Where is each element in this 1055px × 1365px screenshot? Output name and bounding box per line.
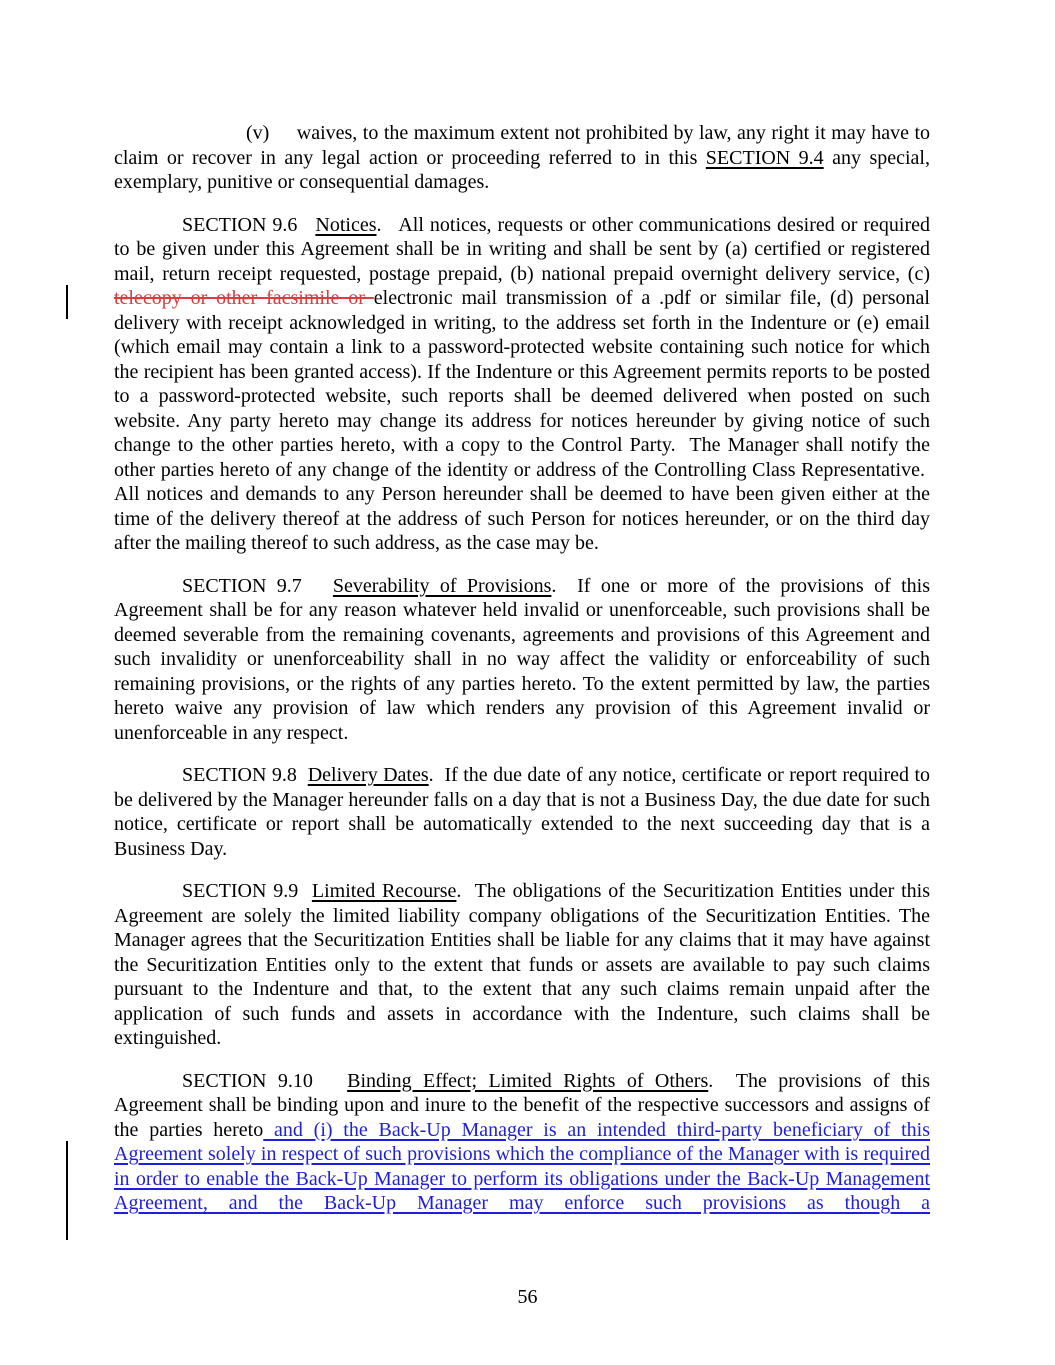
- underlined-text: SECTION 9.4: [705, 146, 824, 169]
- paragraph-section-9-7: [114, 574, 930, 746]
- inserted-text: and (i) the Back-Up Manager is an intended third-party beneficiary of this Agreement solely in respect of such provisions which the compliance of the Manager with is required in order to enable the Back-Up Manager to perform its obligations under the Back-Up Management Agreement, and the Back-Up Manager may enforce such provisions as though a: [114, 1118, 930, 1214]
- text-run: . The obligations of the Securitization Entities under this Agreement are solely the limited liability company obligations of the Securitization Entities. The Manager agrees that the Securitization Entities shall be liable for any claims that it may have against the Securitization Entities only to the extent that funds or assets are available to pay such claims pursuant to the Indenture and that, to the extent that any such claims remain unpaid after the application of such funds and assets in accordance with the Indenture, such claims shall be extinguished.: [114, 880, 931, 1049]
- underlined-text: Binding Effect; Limited Rights of Others: [347, 1069, 709, 1092]
- paragraph-clause-v: [114, 121, 930, 195]
- page-number: 56: [517, 1286, 538, 1308]
- text-run: electronic mail transmission of a .pdf or similar file, (d) personal delivery with receipt acknowledged in writing, to the address set forth in the Indenture or (e) email (which email may contain a link to a password-protected website containing such notice for which the recipient has been granted access). If the Indenture or this Agreement permits reports to be posted to a password-protected website, such reports shall be deemed delivered when posted on such website. Any party hereto may change its address for notices hereunder by giving notice of such change to the other parties hereto, with a copy to the Control Party. The Manager shall notify the other parties hereto of any change of the identity or address of the Controlling Class Representative. All notices and demands to any Person hereunder shall be deemed to have been given either at the time of the delivery thereof at the address of such Person for notices hereunder, or on the third day after the mailing thereof to such address, as the case may be.: [114, 287, 930, 554]
- change-bar-deletion: [66, 285, 68, 319]
- deleted-text: telecopy or other facsimile or: [114, 287, 374, 309]
- text-run: . All notices, requests or other communications desired or required to be given under this Agreement shall be in writing and shall be sent by (a) certified or registered mail, return receipt requested, postage prepaid, (b) national prepaid overnight delivery service, (c): [114, 213, 930, 285]
- text-run: . The provisions of this Agreement shall be binding upon and inure to the benefit of the respective successors and assigns of the parties hereto: [114, 1069, 930, 1141]
- text-run: SECTION 9.9: [182, 880, 312, 902]
- underlined-text: Delivery Dates: [307, 764, 429, 786]
- paragraph-section-9-10: [114, 1069, 930, 1216]
- underlined-text: Severability of Provisions: [332, 574, 552, 597]
- text-run: . If the due date of any notice, certificate or report required to be delivered by the Manager hereunder falls on a day that is not a Business Day, the due date for such notice, certificate or report shall be automatically extended to the next succeeding day that is a Business Day.: [114, 764, 930, 860]
- text-run: (v) waives, to the maximum extent not prohibited by law, any right it may have to claim or recover in any legal action or proceeding referred to in this: [114, 122, 930, 169]
- underlined-text: Notices: [315, 213, 377, 236]
- paragraph-section-9-9: [114, 879, 930, 1051]
- underlined-text: Limited Recourse: [311, 880, 457, 902]
- text-run: SECTION 9.8: [182, 764, 308, 786]
- paragraph-section-9-8: [114, 763, 930, 861]
- text-run: SECTION 9.6: [182, 213, 316, 236]
- text-run: any special, exemplary, punitive or consequential damages.: [114, 146, 930, 193]
- text-run: . If one or more of the provisions of this Agreement shall be for any reason whatever held invalid or unenforceable, such provisions shall be deemed severable from the remaining covenants, agreements and provisions of this Agreement and such invalidity or unenforceability shall in no way affect the validity or enforceability of such remaining provisions, or the rights of any parties hereto. To the extent permitted by law, the parties hereto waive any provision of law which renders any provision of this Agreement invalid or unenforceable in any respect.: [114, 574, 930, 744]
- paragraph-section-9-6: [114, 213, 930, 556]
- document-body: [114, 121, 930, 1216]
- change-bar-insertion: [66, 1141, 68, 1240]
- text-run: SECTION 9.10: [182, 1069, 348, 1092]
- text-run: SECTION 9.7: [182, 574, 333, 597]
